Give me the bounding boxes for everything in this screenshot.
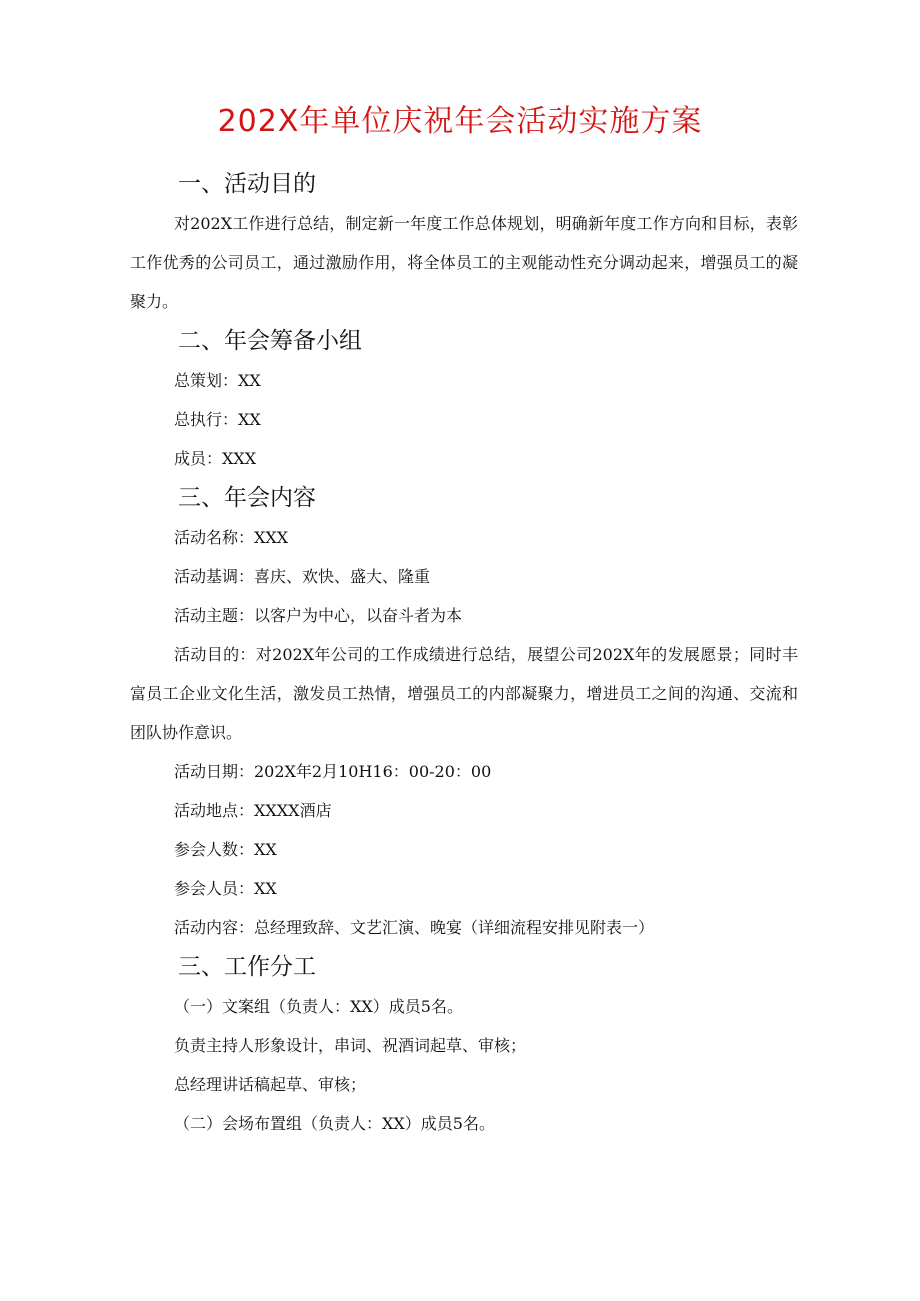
event-date: 活动日期：202X年2月10H16：00-20：00 xyxy=(174,762,492,781)
committee-members: 成员：XXX xyxy=(174,449,257,468)
document-body xyxy=(130,164,798,1143)
group-copywriting: （一）文案组（负责人：XX）成员5名。 xyxy=(174,997,463,1016)
event-theme: 活动主题：以客户为中心，以奋斗者为本 xyxy=(174,606,463,625)
event-program: 活动内容：总经理致辞、文艺汇演、晚宴（详细流程安排见附表一） xyxy=(174,918,655,937)
event-attendee-count: 参会人数：XX xyxy=(174,840,277,859)
event-purpose: 活动目的：对202X年公司的工作成绩进行总结，展望公司202X年的发展愿景；同时丰富员工企业文化生活，激发员工热情，增强员工的内部凝聚力，增进员工之间的沟通、交流和团队协作意识。 xyxy=(130,645,798,742)
section-heading-committee: 二、年会筹备小组 xyxy=(178,328,362,354)
task-host-script: 负责主持人形象设计，串词、祝酒词起草、审核； xyxy=(174,1036,527,1055)
event-venue: 活动地点：XXXX酒店 xyxy=(174,801,332,820)
task-speech-draft: 总经理讲话稿起草、审核； xyxy=(174,1075,367,1094)
event-name: 活动名称：XXX xyxy=(174,528,289,547)
committee-executor: 总执行：XX xyxy=(174,410,261,429)
purpose-paragraph: 对202X工作进行总结，制定新一年度工作总体规划，明确新年度工作方向和目标，表彰工作优秀的公司员工，通过激励作用，将全体员工的主观能动性充分调动起来，增强员工的凝聚力。 xyxy=(130,214,798,311)
group-venue-setup: （二）会场布置组（负责人：XX）成员5名。 xyxy=(174,1114,495,1133)
section-heading-purpose: 一、活动目的 xyxy=(178,171,316,197)
event-tone: 活动基调：喜庆、欢快、盛大、隆重 xyxy=(174,567,431,586)
event-attendees: 参会人员：XX xyxy=(174,879,277,898)
section-heading-content: 三、年会内容 xyxy=(178,485,316,511)
committee-planner: 总策划：XX xyxy=(174,371,261,390)
section-heading-division: 三、工作分工 xyxy=(178,954,316,980)
document-title: 202X年单位庆祝年会活动实施方案 xyxy=(217,104,703,139)
